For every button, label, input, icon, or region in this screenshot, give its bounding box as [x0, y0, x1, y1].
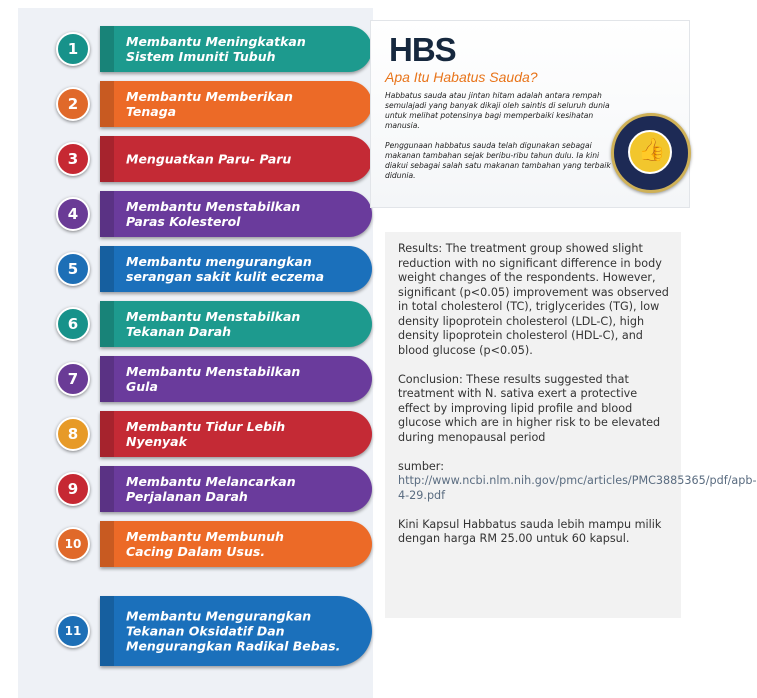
benefit-item — [18, 411, 373, 457]
benefit-text: Membantu Menstabilkan Gula — [126, 364, 301, 394]
benefit-number-badge: 5 — [56, 252, 90, 286]
results-body — [398, 242, 757, 547]
hbs-paragraph-2: Penggunaan habbatus sauda telah digunakan sebagai makanan tambahan sejak beribu-ribu tahun dulu. Ia kini diakui sebagai salah satu makanan tambahan yang terbaik didunia. — [385, 141, 611, 180]
benefit-text: Membantu Meningkatkan Sistem Imuniti Tubuh — [126, 34, 306, 64]
benefit-text: Membantu Menstabilkan Tekanan Darah — [126, 309, 301, 339]
benefit-text: Membantu Tidur Lebih Nyenyak — [126, 419, 286, 449]
recommendation-seal — [611, 113, 691, 193]
benefit-number-badge: 6 — [56, 307, 90, 341]
seal-center — [628, 130, 672, 174]
benefits-panel — [18, 8, 373, 698]
benefit-item — [18, 356, 373, 402]
benefit-number-badge: 10 — [56, 527, 90, 561]
benefit-text: Membantu Mengurangkan Tekanan Oksidatif Dan Mengurangkan Radikal Bebas. — [126, 608, 341, 654]
benefit-item — [18, 466, 373, 512]
benefit-item — [18, 301, 373, 347]
benefit-text: Membantu Melancarkan Perjalanan Darah — [126, 474, 296, 504]
benefit-number-badge: 4 — [56, 197, 90, 231]
price-paragraph: Kini Kapsul Habbatus sauda lebih mampu milik dengan harga RM 25.00 untuk 60 kapsul. — [398, 517, 662, 545]
benefit-banner — [100, 521, 372, 567]
benefit-banner — [100, 246, 372, 292]
benefit-banner — [100, 411, 372, 457]
benefit-item — [18, 596, 373, 666]
benefit-item — [18, 521, 373, 567]
source-link[interactable]: http://www.ncbi.nlm.nih.gov/pmc/articles/PMC3885365/pdf/apb-4-29.pdf — [398, 474, 757, 502]
benefit-banner — [100, 596, 372, 666]
benefit-item — [18, 81, 373, 127]
benefit-banner — [100, 191, 372, 237]
hbs-logo: HBS — [389, 31, 456, 68]
benefit-text: Membantu mengurangkan serangan sakit kulit eczema — [126, 254, 325, 284]
benefit-number-badge: 9 — [56, 472, 90, 506]
benefit-text: Menguatkan Paru- Paru — [126, 151, 292, 167]
benefit-item — [18, 246, 373, 292]
benefit-banner — [100, 356, 372, 402]
benefit-text: Membantu Memberikan Tenaga — [126, 89, 293, 119]
benefit-item — [18, 26, 373, 72]
source-label: sumber: — [398, 459, 444, 473]
hbs-title: Apa Itu Habatus Sauda? — [385, 69, 538, 85]
benefit-number-badge: 2 — [56, 87, 90, 121]
benefit-number-badge: 1 — [56, 32, 90, 66]
hbs-paragraph-1: Habbatus sauda atau jintan hitam adalah antara rempah semulajadi yang banyak dikaji oleh saintis di seluruh dunia untuk melihat potensinya bagi memperbaiki kesihatan manusia. — [385, 91, 610, 130]
conclusion-paragraph: Conclusion: These results suggested that treatment with N. sativa exert a protective effect by improving lipid profile and blood glucose which are in higher risk to be elevated during menopausal period — [398, 372, 661, 444]
benefit-number-badge: 8 — [56, 417, 90, 451]
benefit-item — [18, 136, 373, 182]
results-card — [385, 232, 757, 618]
hbs-info-card — [370, 20, 690, 208]
benefit-banner — [100, 136, 372, 182]
benefit-banner — [100, 81, 372, 127]
benefit-number-badge: 3 — [56, 142, 90, 176]
benefit-text: Membantu Menstabilkan Paras Kolesterol — [126, 199, 301, 229]
benefit-number-badge: 7 — [56, 362, 90, 396]
thumbs-up-icon: 👍 — [638, 138, 666, 163]
benefit-item — [18, 191, 373, 237]
results-paragraph: Results: The treatment group showed slight reduction with no significant difference in body weight changes of the respondents. However, significant (p<0.05) improvement was observed in total cholesterol (TC), triglycerides (TG), low density lipoprotein cholesterol (LDL-C), high density lipoprotein cholesterol (HDL-C), and blood glucose (p<0.05). — [398, 242, 669, 357]
benefit-banner — [100, 466, 372, 512]
benefit-banner — [100, 26, 372, 72]
benefit-banner — [100, 301, 372, 347]
benefit-number-badge: 11 — [56, 614, 90, 648]
benefit-text: Membantu Membunuh Cacing Dalam Usus. — [126, 529, 284, 559]
